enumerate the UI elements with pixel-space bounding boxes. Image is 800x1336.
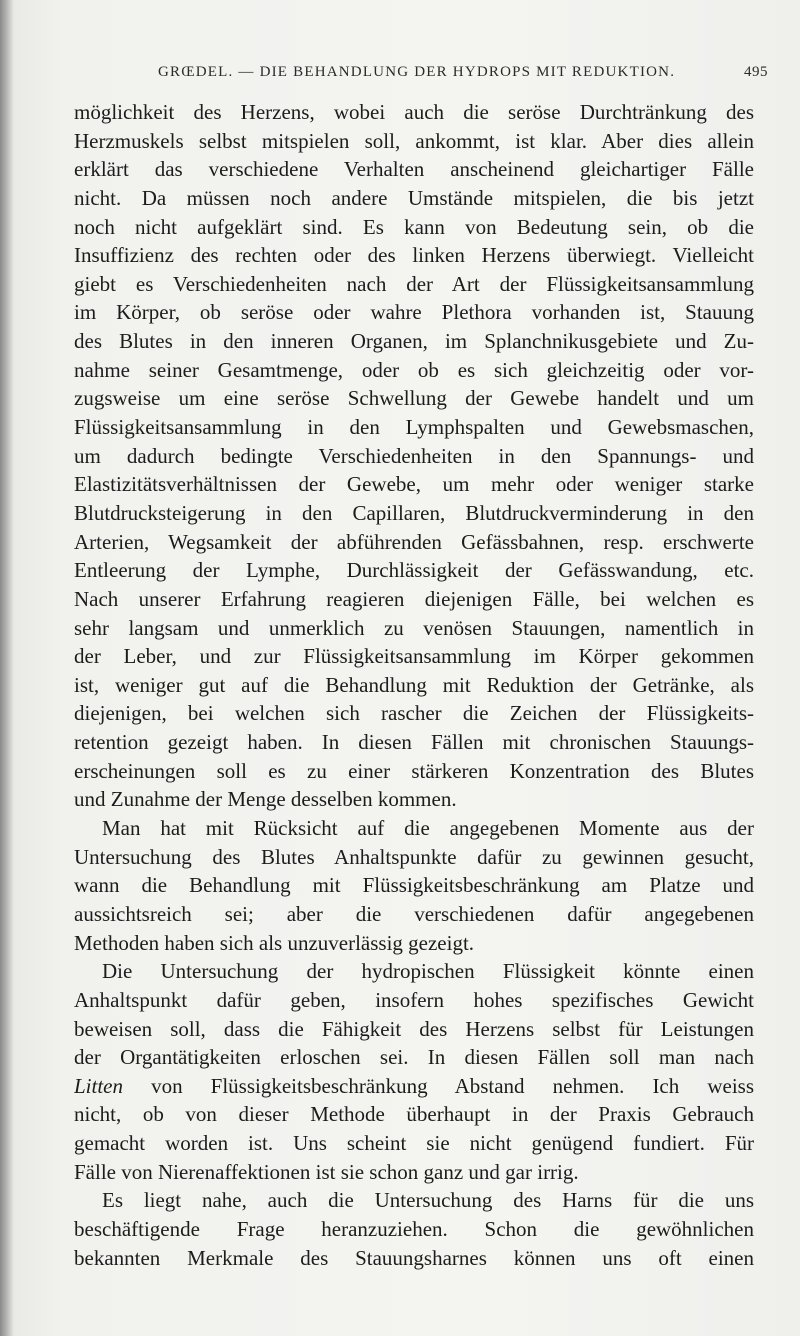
text-line: der Organtätigkeiten erloschen sei. In diesen Fällen soll man nach: [74, 1045, 754, 1070]
body-text: [74, 98, 754, 1272]
text-line: Es liegt nahe, auch die Untersuchung des Harns für die uns: [102, 1188, 754, 1213]
text-line: erklärt das verschiedene Verhalten anscheinend gleichartiger Fälle: [74, 157, 754, 182]
running-head: [88, 64, 768, 88]
text-line: nicht. Da müssen noch andere Umstände mitspielen, die bis jetzt: [74, 185, 754, 210]
text-line: Flüssigkeitsansammlung in den Lymphspalten und Gewebsmaschen,: [74, 415, 754, 440]
text-line: Methoden haben sich als unzuverlässig gezeigt.: [74, 930, 475, 955]
text-line: aussichtsreich sei; aber die verschiedenen dafür angegebenen: [74, 901, 754, 926]
text-line-rest: von Flüssigkeitsbeschränkung Abstand nehmen. Ich weiss: [151, 1073, 754, 1098]
text-line: im Körper, ob seröse oder wahre Plethora vorhanden ist, Stauung: [74, 300, 754, 325]
text-line: Die Untersuchung der hydropischen Flüssigkeit könnte einen: [102, 959, 754, 984]
text-line: ist, weniger gut auf die Behandlung mit Reduktion der Getränke, als: [74, 672, 754, 697]
text-line: wann die Behandlung mit Flüssigkeitsbeschränkung am Platze und: [74, 873, 754, 898]
text-line: bekannten Merkmale des Stauungsharnes können uns oft einen: [74, 1245, 754, 1270]
text-line: um dadurch bedingte Verschiedenheiten in den Spannungs- und: [74, 443, 754, 468]
text-line: zugsweise um eine seröse Schwellung der Gewebe handelt und um: [74, 386, 754, 411]
page-number: 495: [744, 64, 768, 80]
author-name-italic: Litten: [74, 1073, 124, 1098]
text-line: erscheinungen soll es zu einer stärkeren Konzentration des Blutes: [74, 758, 754, 783]
running-head-title: GRŒDEL. — DIE BEHANDLUNG DER HYDROPS MIT REDUKTION.: [158, 64, 676, 80]
text-line: nahme seiner Gesamtmenge, oder ob es sich gleichzeitig oder vor-: [74, 357, 754, 382]
text-line: Blutdrucksteigerung in den Capillaren, Blutdruckverminderung in den: [74, 500, 754, 525]
text-line: giebt es Verschiedenheiten nach der Art der Flüssigkeitsansammlung: [74, 271, 754, 296]
text-line: diejenigen, bei welchen sich rascher die Zeichen der Flüssigkeits-: [74, 701, 754, 726]
text-line: und Zunahme der Menge desselben kommen.: [74, 787, 457, 812]
text-line: möglichkeit des Herzens, wobei auch die seröse Durchtränkung des: [74, 100, 754, 124]
text-line: beweisen soll, dass die Fähigkeit des Herzens selbst für Leistungen: [74, 1016, 754, 1041]
text-line: gemacht worden ist. Uns scheint sie nicht genügend fundiert. Für: [74, 1131, 754, 1156]
text-line: Fälle von Nierenaffektionen ist sie schon ganz und gar irrig.: [74, 1159, 579, 1184]
scan-edge: [0, 0, 14, 1336]
text-line: Man hat mit Rücksicht auf die angegebenen Momente aus der: [102, 816, 754, 841]
text-line: retention gezeigt haben. In diesen Fällen mit chronischen Stauungs-: [74, 730, 754, 755]
text-line: nicht, ob von dieser Methode überhaupt in der Praxis Gebrauch: [74, 1102, 754, 1127]
text-line: sehr langsam und unmerklich zu venösen Stauungen, namentlich in: [74, 615, 754, 640]
text-line: Nach unserer Erfahrung reagieren diejenigen Fälle, bei welchen es: [74, 586, 754, 611]
text-line: Anhaltspunkt dafür geben, insofern hohes spezifisches Gewicht: [74, 987, 754, 1012]
text-line: des Blutes in den inneren Organen, im Splanchnikusgebiete und Zu-: [74, 329, 754, 354]
text-line: Elastizitätsverhältnissen der Gewebe, um mehr oder weniger starke: [74, 472, 754, 497]
text-line: Arterien, Wegsamkeit der abführenden Gefässbahnen, resp. erschwerte: [74, 529, 754, 554]
text-line: Untersuchung des Blutes Anhaltspunkte dafür zu gewinnen gesucht,: [74, 844, 754, 869]
text-line: Herzmuskels selbst mitspielen soll, ankommt, ist klar. Aber dies allein: [74, 128, 754, 153]
text-line: der Leber, und zur Flüssigkeitsansammlung im Körper gekommen: [74, 644, 754, 669]
text-line: noch nicht aufgeklärt sind. Es kann von Bedeutung sein, ob die: [74, 214, 754, 239]
text-line: beschäftigende Frage heranzuziehen. Schon die gewöhnlichen: [74, 1216, 754, 1241]
text-line-with-name: [74, 1072, 754, 1101]
text-line: Insuffizienz des rechten oder des linken Herzens überwiegt. Vielleicht: [74, 243, 754, 268]
text-line: Entleerung der Lymphe, Durchlässigkeit der Gefässwandung, etc.: [74, 558, 754, 583]
